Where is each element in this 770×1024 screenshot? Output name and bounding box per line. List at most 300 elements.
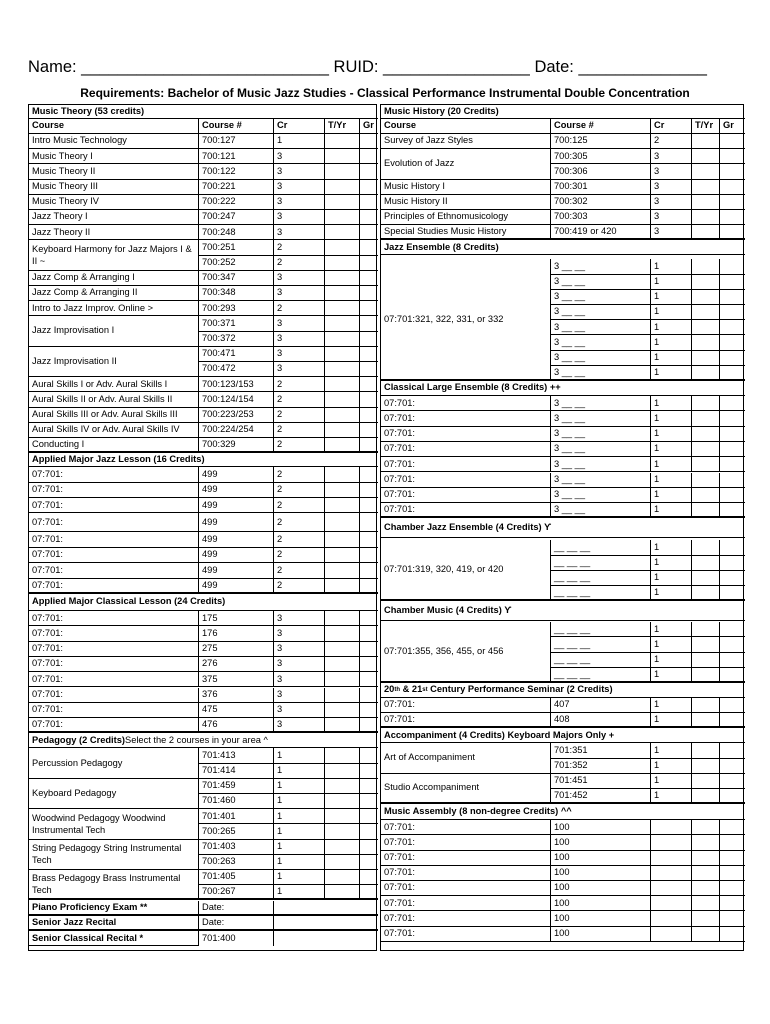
- course-name: 07:701:: [381, 503, 551, 518]
- course-name: 07:701:: [29, 688, 199, 703]
- course-name: 07:701:: [29, 718, 199, 733]
- course-number: 701:351: [551, 743, 651, 758]
- credits: [651, 835, 692, 850]
- course-number: 700:348: [199, 286, 274, 301]
- term-year-field[interactable]: [325, 256, 360, 271]
- table-row: [29, 688, 376, 703]
- grade-field[interactable]: [360, 332, 378, 347]
- grade-field[interactable]: [360, 824, 378, 839]
- grade-field[interactable]: [720, 473, 745, 488]
- course-number: 499: [199, 548, 274, 563]
- grade-field[interactable]: [360, 483, 378, 498]
- grade-field[interactable]: [360, 642, 378, 657]
- table-row: [381, 320, 743, 335]
- grade-field[interactable]: [360, 392, 378, 407]
- grade-field[interactable]: [720, 320, 745, 335]
- grade-field[interactable]: [720, 457, 745, 472]
- table-row: [29, 840, 376, 855]
- table-row: [381, 411, 743, 426]
- grade-field[interactable]: [720, 225, 745, 240]
- term-year-field[interactable]: [325, 332, 360, 347]
- course-number: 700:265: [199, 824, 274, 839]
- table-row: [381, 427, 743, 442]
- table-row: [381, 698, 743, 713]
- term-year-field[interactable]: [692, 351, 720, 366]
- grade-field[interactable]: [360, 548, 378, 563]
- term-year-field[interactable]: [692, 149, 720, 164]
- table-row: [381, 381, 743, 396]
- term-year-field[interactable]: [325, 195, 360, 210]
- grade-field[interactable]: [360, 240, 378, 255]
- term-year-field[interactable]: [692, 698, 720, 713]
- grade-field[interactable]: [720, 911, 745, 926]
- grade-field[interactable]: [720, 835, 745, 850]
- credits: 2: [274, 532, 325, 547]
- grade-field[interactable]: [720, 571, 745, 586]
- course-number: 499: [199, 532, 274, 547]
- grade-field[interactable]: [720, 698, 745, 713]
- credits: 1: [651, 320, 692, 335]
- term-year-field[interactable]: [692, 164, 720, 179]
- term-year-field[interactable]: [692, 637, 720, 652]
- term-year-field[interactable]: [325, 855, 360, 870]
- credits: 3: [274, 195, 325, 210]
- final-requirement-label: Senior Classical Recital *: [29, 931, 199, 946]
- credits: [651, 911, 692, 926]
- term-year-field[interactable]: [692, 442, 720, 457]
- table-row: [381, 683, 743, 698]
- grade-field[interactable]: [360, 513, 378, 532]
- course-number: 499: [199, 498, 274, 513]
- term-year-field[interactable]: [692, 866, 720, 881]
- term-year-field[interactable]: [325, 286, 360, 301]
- course-number: 700:251: [199, 240, 274, 255]
- grade-field[interactable]: [720, 351, 745, 366]
- final-requirement-blank[interactable]: [274, 931, 378, 946]
- credits: 3: [274, 703, 325, 718]
- applied-classical-section-title: Applied Major Classical Lesson (24 Credits): [29, 594, 378, 611]
- keyboard-harmony-label: Keyboard Harmony for Jazz Majors I & II ~: [29, 240, 199, 270]
- grade-field[interactable]: [720, 556, 745, 571]
- course-number: 700:223/253: [199, 408, 274, 423]
- term-year-field[interactable]: [692, 911, 720, 926]
- term-year-field[interactable]: [692, 622, 720, 637]
- term-year-field[interactable]: [325, 180, 360, 195]
- term-year-field[interactable]: [692, 927, 720, 942]
- grade-field[interactable]: [360, 377, 378, 392]
- grade-field[interactable]: [360, 195, 378, 210]
- credits: 2: [651, 134, 692, 149]
- term-year-field[interactable]: [325, 718, 360, 733]
- seminar-title-part: Century Performance Seminar (2 Credits): [427, 684, 613, 695]
- term-year-field[interactable]: [692, 713, 720, 728]
- course-name: 07:701:: [381, 881, 551, 896]
- grade-field[interactable]: [720, 488, 745, 503]
- grade-field[interactable]: [720, 743, 745, 758]
- term-year-field[interactable]: [692, 571, 720, 586]
- grade-field[interactable]: [360, 164, 378, 179]
- grade-field[interactable]: [720, 540, 745, 555]
- term-year-field[interactable]: [325, 563, 360, 578]
- term-year-field[interactable]: [325, 794, 360, 809]
- grade-field[interactable]: [360, 626, 378, 641]
- grade-field[interactable]: [360, 688, 378, 703]
- term-year-field[interactable]: [325, 316, 360, 331]
- grade-field[interactable]: [720, 759, 745, 774]
- term-year-field[interactable]: [325, 301, 360, 316]
- grade-field[interactable]: [360, 779, 378, 794]
- grade-field[interactable]: [720, 896, 745, 911]
- course-number: 100: [551, 835, 651, 850]
- term-year-field[interactable]: [692, 835, 720, 850]
- grade-field[interactable]: [360, 855, 378, 870]
- term-year-field[interactable]: [325, 149, 360, 164]
- credits: 3: [274, 149, 325, 164]
- term-year-field[interactable]: [692, 259, 720, 274]
- term-year-field[interactable]: [692, 320, 720, 335]
- grade-field[interactable]: [360, 316, 378, 331]
- term-year-field[interactable]: [325, 271, 360, 286]
- name-ruid-date-line[interactable]: Name: ___________________________ RUID: ________________ Date: ______________: [28, 58, 707, 76]
- term-year-field[interactable]: [325, 885, 360, 900]
- term-year-field[interactable]: [325, 657, 360, 672]
- grade-field[interactable]: [360, 347, 378, 362]
- final-requirement-value: Date:: [199, 916, 274, 931]
- term-year-field[interactable]: [692, 473, 720, 488]
- course-number: 100: [551, 927, 651, 942]
- term-year-field[interactable]: [692, 335, 720, 350]
- table-row: [29, 611, 376, 626]
- term-year-field[interactable]: [325, 438, 360, 453]
- term-year-field[interactable]: [325, 513, 360, 532]
- course-number: 499: [199, 513, 274, 532]
- table-row: [381, 134, 743, 149]
- credits: 2: [274, 240, 325, 255]
- grade-field[interactable]: [360, 301, 378, 316]
- course-number: 3 __ __: [551, 503, 651, 518]
- course-number: 700:263: [199, 855, 274, 870]
- term-year-field[interactable]: [692, 503, 720, 518]
- table-row: [381, 540, 743, 555]
- term-year-field[interactable]: [325, 840, 360, 855]
- table-row: [29, 105, 376, 119]
- table-row: [29, 286, 376, 301]
- term-year-field[interactable]: [692, 195, 720, 210]
- course-name: Music Theory IV: [29, 195, 199, 210]
- term-year-field[interactable]: [692, 225, 720, 240]
- course-number: 475: [199, 703, 274, 718]
- grade-field[interactable]: [360, 840, 378, 855]
- grade-field[interactable]: [720, 290, 745, 305]
- term-year-field[interactable]: [325, 703, 360, 718]
- grade-field[interactable]: [720, 210, 745, 225]
- credits: 1: [274, 134, 325, 149]
- grade-field[interactable]: [720, 275, 745, 290]
- term-year-field[interactable]: [325, 377, 360, 392]
- term-year-field[interactable]: [692, 457, 720, 472]
- grade-field[interactable]: [360, 498, 378, 513]
- grade-field[interactable]: [360, 718, 378, 733]
- course-name: 07:701:: [381, 457, 551, 472]
- credits: 1: [651, 789, 692, 804]
- final-requirement-blank[interactable]: [274, 916, 378, 931]
- course-number: 3 __ __: [551, 335, 651, 350]
- course-name: Intro Music Technology: [29, 134, 199, 149]
- term-year-field[interactable]: [692, 411, 720, 426]
- course-name: Aural Skills II or Adv. Aural Skills II: [29, 392, 199, 407]
- term-year-field[interactable]: [692, 653, 720, 668]
- credits: 1: [651, 488, 692, 503]
- term-year-field[interactable]: [325, 347, 360, 362]
- term-year-field[interactable]: [692, 305, 720, 320]
- pedagogy-title: Pedagogy (2 Credits): [32, 734, 125, 745]
- course-name: 07:701:: [29, 611, 199, 626]
- term-year-field[interactable]: [325, 642, 360, 657]
- table-row: [381, 290, 743, 305]
- term-year-field[interactable]: [325, 688, 360, 703]
- term-year-field[interactable]: [692, 586, 720, 601]
- grade-field[interactable]: [360, 563, 378, 578]
- course-number: 100: [551, 866, 651, 881]
- grade-field[interactable]: [360, 423, 378, 438]
- grade-field[interactable]: [360, 180, 378, 195]
- table-row: [29, 498, 376, 513]
- grade-field[interactable]: [720, 442, 745, 457]
- term-year-field[interactable]: [325, 611, 360, 626]
- grade-field[interactable]: [720, 259, 745, 274]
- term-year-field[interactable]: [692, 743, 720, 758]
- table-row: [381, 586, 743, 601]
- accompaniment-section-title: Accompaniment (4 Credits) Keyboard Majors Only +: [381, 728, 745, 743]
- grade-field[interactable]: [720, 713, 745, 728]
- term-year-field[interactable]: [325, 870, 360, 885]
- grade-field[interactable]: [360, 286, 378, 301]
- term-year-field[interactable]: [692, 134, 720, 149]
- credits: 1: [274, 809, 325, 824]
- table-row: [381, 210, 743, 225]
- grade-field[interactable]: [360, 271, 378, 286]
- credits: 2: [274, 579, 325, 594]
- course-number: 701:451: [551, 774, 651, 789]
- grade-field[interactable]: [360, 764, 378, 779]
- grade-field[interactable]: [360, 794, 378, 809]
- grade-field[interactable]: [720, 851, 745, 866]
- term-year-field[interactable]: [325, 579, 360, 594]
- course-number: 700:248: [199, 225, 274, 240]
- term-year-field[interactable]: [325, 672, 360, 687]
- grade-field[interactable]: [720, 503, 745, 518]
- term-year-field[interactable]: [325, 498, 360, 513]
- grade-field[interactable]: [720, 396, 745, 411]
- grade-field[interactable]: [360, 611, 378, 626]
- grade-field[interactable]: [720, 637, 745, 652]
- term-year-field[interactable]: [692, 275, 720, 290]
- grade-field[interactable]: [720, 164, 745, 179]
- grade-field[interactable]: [360, 408, 378, 423]
- credits: 3: [274, 225, 325, 240]
- term-year-field[interactable]: [692, 366, 720, 381]
- grade-field[interactable]: [720, 134, 745, 149]
- course-number: 700:472: [199, 362, 274, 377]
- credits: 1: [651, 351, 692, 366]
- credits: 3: [274, 642, 325, 657]
- term-year-field[interactable]: [692, 556, 720, 571]
- term-year-field[interactable]: [692, 180, 720, 195]
- grade-field[interactable]: [720, 305, 745, 320]
- table-row: [29, 483, 376, 498]
- term-year-field[interactable]: [325, 824, 360, 839]
- term-year-field[interactable]: [325, 225, 360, 240]
- chamber-music-section-title: Chamber Music (4 Credits) ϒ: [381, 601, 745, 621]
- term-year-field[interactable]: [325, 408, 360, 423]
- grade-field[interactable]: [360, 703, 378, 718]
- term-year-field[interactable]: [692, 290, 720, 305]
- table-row: [29, 626, 376, 641]
- grade-field[interactable]: [720, 789, 745, 804]
- grade-field[interactable]: [360, 362, 378, 377]
- grade-field[interactable]: [720, 366, 745, 381]
- course-number: 700:303: [551, 210, 651, 225]
- grade-field[interactable]: [360, 225, 378, 240]
- course-number: 700:125: [551, 134, 651, 149]
- term-year-field[interactable]: [692, 668, 720, 683]
- term-year-field[interactable]: [692, 427, 720, 442]
- grade-field[interactable]: [720, 668, 745, 683]
- grade-field[interactable]: [360, 748, 378, 763]
- table-row: [29, 195, 376, 210]
- table-row: [381, 911, 743, 926]
- table-row: [381, 896, 743, 911]
- table-row: [29, 548, 376, 563]
- grade-field[interactable]: [720, 586, 745, 601]
- table-row: [381, 305, 743, 320]
- grade-field[interactable]: [720, 411, 745, 426]
- term-year-field[interactable]: [325, 626, 360, 641]
- course-number: 3 __ __: [551, 427, 651, 442]
- table-row: [29, 362, 376, 377]
- term-year-field[interactable]: [325, 748, 360, 763]
- credits: 1: [651, 275, 692, 290]
- accompaniment-group-label: Art of Accompaniment: [381, 743, 551, 773]
- term-year-field[interactable]: [325, 809, 360, 824]
- term-year-field[interactable]: [692, 789, 720, 804]
- grade-field[interactable]: [720, 335, 745, 350]
- course-number: 700:222: [199, 195, 274, 210]
- grade-field[interactable]: [360, 657, 378, 672]
- credits: 3: [274, 180, 325, 195]
- grade-field[interactable]: [360, 438, 378, 453]
- grade-field[interactable]: [360, 256, 378, 271]
- grade-field[interactable]: [720, 180, 745, 195]
- credits: 2: [274, 408, 325, 423]
- grade-field[interactable]: [360, 210, 378, 225]
- term-year-field[interactable]: [325, 764, 360, 779]
- course-number: 3 __ __: [551, 411, 651, 426]
- term-year-field[interactable]: [325, 779, 360, 794]
- term-year-field[interactable]: [325, 164, 360, 179]
- credits: 1: [651, 586, 692, 601]
- grade-field[interactable]: [720, 774, 745, 789]
- grade-field[interactable]: [360, 532, 378, 547]
- grade-field[interactable]: [360, 134, 378, 149]
- course-number: __ __ __: [551, 637, 651, 652]
- term-year-field[interactable]: [325, 210, 360, 225]
- final-requirement-blank[interactable]: [274, 901, 378, 916]
- grade-field[interactable]: [720, 820, 745, 835]
- term-year-field[interactable]: [325, 134, 360, 149]
- grade-field[interactable]: [720, 622, 745, 637]
- grade-field[interactable]: [360, 809, 378, 824]
- term-year-field[interactable]: [325, 392, 360, 407]
- course-name: 07:701:: [29, 563, 199, 578]
- grade-field[interactable]: [360, 885, 378, 900]
- final-requirement-value: 701:400: [199, 931, 274, 946]
- grade-field[interactable]: [720, 195, 745, 210]
- table-row: [29, 642, 376, 657]
- course-number: 700:371: [199, 316, 274, 331]
- course-number: 100: [551, 820, 651, 835]
- term-year-field[interactable]: [692, 896, 720, 911]
- seminar-title-part: th: [394, 687, 401, 693]
- grade-field[interactable]: [720, 427, 745, 442]
- term-year-field[interactable]: [692, 774, 720, 789]
- term-year-field[interactable]: [325, 483, 360, 498]
- term-year-field[interactable]: [325, 240, 360, 255]
- accompaniment-group-label: Studio Accompaniment: [381, 774, 551, 804]
- term-year-field[interactable]: [692, 210, 720, 225]
- table-row: [381, 789, 743, 804]
- course-number: 3 __ __: [551, 473, 651, 488]
- grade-field[interactable]: [360, 870, 378, 885]
- table-row: [381, 164, 743, 179]
- term-year-field[interactable]: [692, 820, 720, 835]
- grade-field[interactable]: [720, 866, 745, 881]
- table-row: [381, 259, 743, 274]
- term-year-field[interactable]: [692, 488, 720, 503]
- grade-field[interactable]: [720, 653, 745, 668]
- applied-jazz-section-title: Applied Major Jazz Lesson (16 Credits): [29, 453, 378, 467]
- grade-field[interactable]: [720, 927, 745, 942]
- term-year-field[interactable]: [325, 467, 360, 482]
- grade-field[interactable]: [360, 467, 378, 482]
- course-number: 408: [551, 713, 651, 728]
- term-year-field[interactable]: [692, 396, 720, 411]
- col-header-course: Course: [381, 119, 551, 134]
- grade-field[interactable]: [720, 881, 745, 896]
- course-name: 07:701:: [29, 498, 199, 513]
- course-number: 100: [551, 881, 651, 896]
- term-year-field[interactable]: [692, 540, 720, 555]
- grade-field[interactable]: [360, 579, 378, 594]
- credits: 2: [274, 563, 325, 578]
- term-year-field[interactable]: [692, 759, 720, 774]
- course-number: __ __ __: [551, 586, 651, 601]
- term-year-field[interactable]: [692, 881, 720, 896]
- grade-field[interactable]: [720, 149, 745, 164]
- term-year-field[interactable]: [692, 851, 720, 866]
- credits: 1: [651, 396, 692, 411]
- term-year-field[interactable]: [325, 532, 360, 547]
- grade-field[interactable]: [360, 149, 378, 164]
- credits: 3: [651, 195, 692, 210]
- term-year-field[interactable]: [325, 423, 360, 438]
- grade-field[interactable]: [360, 672, 378, 687]
- term-year-field[interactable]: [325, 548, 360, 563]
- seminar-title-part: st: [422, 687, 428, 693]
- course-number: 476: [199, 718, 274, 733]
- term-year-field[interactable]: [325, 362, 360, 377]
- course-number: 700:372: [199, 332, 274, 347]
